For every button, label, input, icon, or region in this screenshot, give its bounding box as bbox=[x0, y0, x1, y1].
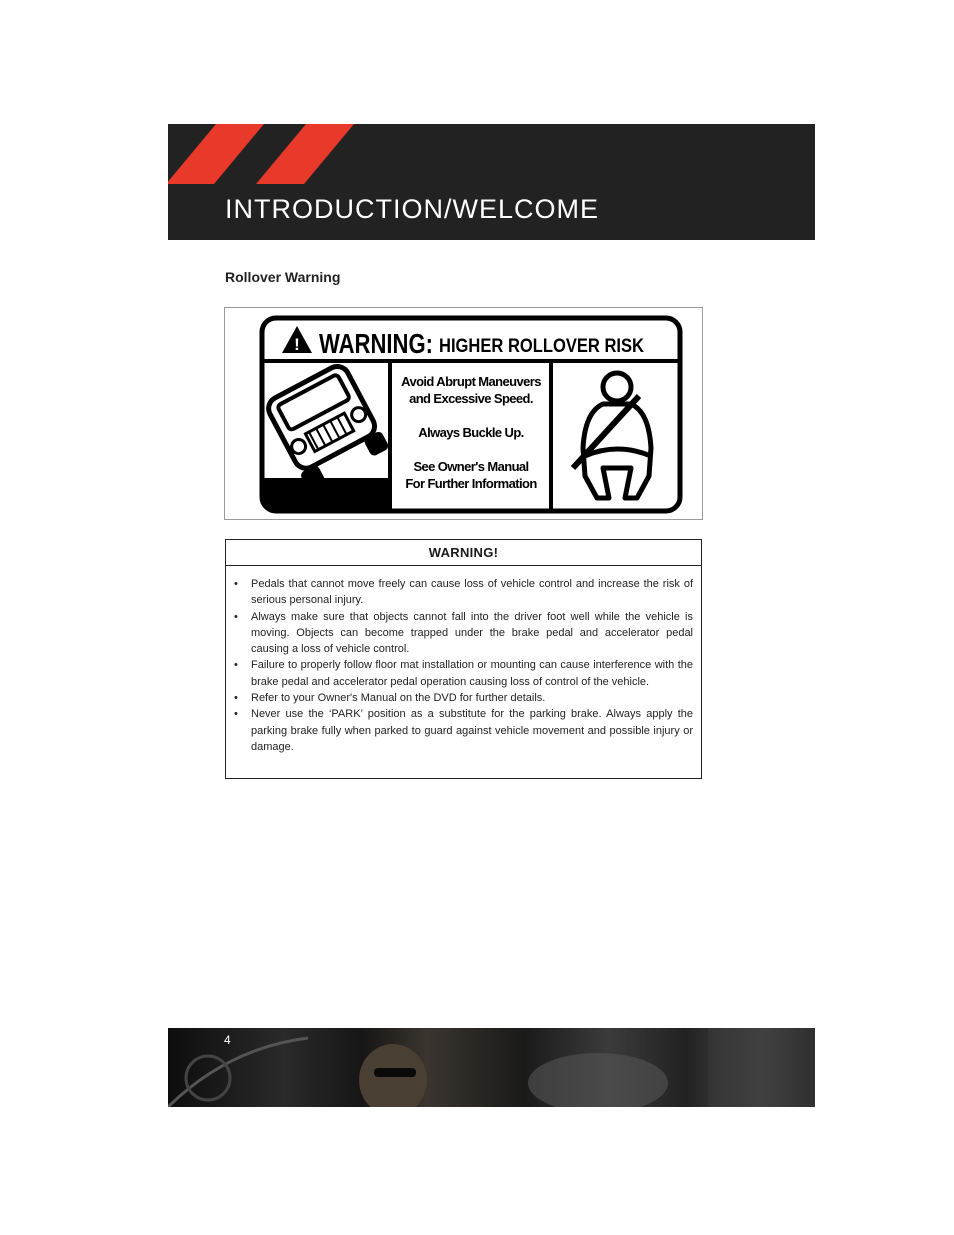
warning-item-text: Pedals that cannot move freely can cause loss of vehicle control and increase the risk of serious personal injury. bbox=[251, 578, 693, 607]
chapter-header-band bbox=[168, 124, 815, 240]
warning-item-text: Refer to your Owner's Manual on the DVD for further details. bbox=[251, 692, 546, 705]
section-heading: Rollover Warning bbox=[225, 269, 341, 285]
warning-item-text: Never use the ‘PARK’ position as a substitute for the parking brake. Always apply the parking brake fully when parked to guard against vehicle movement and possible injury or damage. bbox=[251, 708, 693, 753]
label-headline-word: WARNING: bbox=[319, 328, 433, 359]
rollover-warning-label bbox=[224, 307, 703, 520]
warning-list-item bbox=[234, 706, 693, 755]
label-line-5: For Further Information bbox=[405, 476, 537, 491]
bullet-icon: • bbox=[234, 708, 238, 721]
bullet-icon: • bbox=[234, 692, 238, 705]
warning-list bbox=[226, 566, 701, 755]
bullet-icon: • bbox=[234, 610, 238, 623]
label-line-2: and Excessive Speed. bbox=[409, 391, 533, 406]
svg-text:!: ! bbox=[294, 335, 300, 354]
label-line-3: Always Buckle Up. bbox=[418, 425, 524, 440]
warning-list-item bbox=[234, 657, 693, 690]
label-headline-rest: HIGHER ROLLOVER RISK bbox=[439, 336, 645, 357]
warning-list-item bbox=[234, 576, 693, 609]
label-line-1: Avoid Abrupt Maneuvers bbox=[401, 374, 541, 389]
footer-interior-photo bbox=[168, 1028, 815, 1107]
page-number: 4 bbox=[224, 1033, 231, 1047]
label-line-4: See Owner's Manual bbox=[413, 459, 529, 474]
warning-box bbox=[225, 539, 702, 779]
warning-box-title: WARNING! bbox=[226, 540, 701, 566]
bullet-icon: • bbox=[234, 659, 238, 672]
warning-list-item bbox=[234, 690, 693, 706]
warning-item-text: Always make sure that objects cannot fall into the driver foot well while the vehicle is moving. Objects can become trapped under the brake pedal and accelerator pedal causing a loss of vehicle control. bbox=[251, 610, 693, 656]
chapter-title: INTRODUCTION/WELCOME bbox=[225, 194, 599, 224]
bullet-icon: • bbox=[234, 578, 238, 590]
footer-photo-band bbox=[168, 1028, 815, 1107]
warning-list-item bbox=[234, 609, 693, 658]
brand-stripes-icon bbox=[168, 124, 368, 194]
warning-item-text: Failure to properly follow floor mat installation or mounting can cause interference with the brake pedal and accelerator pedal operation causing loss of control of the vehicle. bbox=[251, 659, 693, 688]
